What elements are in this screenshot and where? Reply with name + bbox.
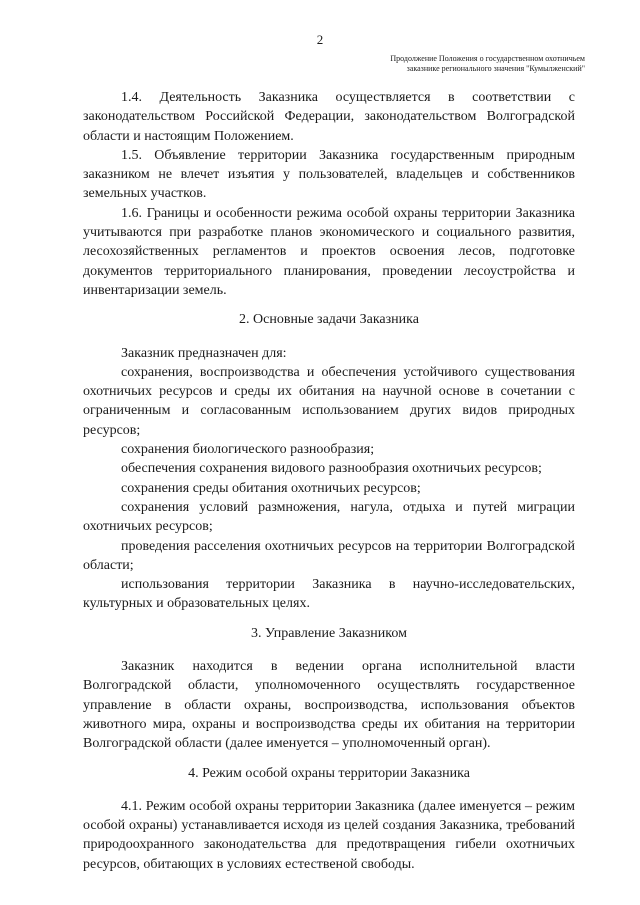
spacer <box>83 614 575 624</box>
page-number: 2 <box>316 32 324 47</box>
spacer <box>83 643 575 657</box>
spacer <box>83 783 575 797</box>
spacer <box>83 330 575 344</box>
paragraph-4-1: 4.1. Режим особой охраны территории Заказника (далее именуется – режим особой охраны) устанавливается исходя из целей создания Заказника, требований природоохранного законодательства для предотвращения гибели охотничьих ресурсов, обитающих в условиях естественой свободы. <box>83 798 575 872</box>
list-item: использования территории Заказника в научно-исследовательских, культурных и образовательных целях. <box>83 577 575 612</box>
list-item: обеспечения сохранения видового разнообразия охотничьих ресурсов; <box>121 461 542 477</box>
section-2-intro: Заказник предназначен для: <box>121 345 287 361</box>
paragraph-1-5: 1.5. Объявление территории Заказника государственным природным заказником не влечет изъятия у пользователей, владельцев и собственников земельных участков. <box>83 147 575 202</box>
paragraph-1-4: 1.4. Деятельность Заказника осуществляется в соответствии с законодательством Российской Федерации, законодательством Волгоградской области и настоящим Положением. <box>83 90 575 144</box>
list-item: сохранения биологического разнообразия; <box>121 442 375 458</box>
running-header <box>355 54 585 74</box>
section-3-text: Заказник находится в ведении органа исполнительной власти Волгоградской области, уполномоченного осуществлять государственное управление в области охраны, воспроизводства, использования объектов животного мира, охраны и воспроизводства среды их обитания на территории Волгоградской области (далее именуется – уполномоченный орган). <box>83 659 575 752</box>
section-4-heading: 4. Режим особой охраны территории Заказника <box>188 765 470 781</box>
document-body <box>83 88 575 874</box>
spacer <box>83 754 575 764</box>
list-item: сохранения условий размножения, нагула, отдыха и путей миграции охотничьих ресурсов; <box>83 499 575 535</box>
running-header-line-2: заказнике регионального значения "Кумылженский" <box>406 64 585 73</box>
list-item: проведения расселения охотничьих ресурсов на территории Волгоградской области; <box>83 538 575 573</box>
section-3-heading: 3. Управление Заказником <box>251 625 407 641</box>
paragraph-1-6: 1.6. Границы и особенности режима особой охраны территории Заказника учитываются при разработке планов экономического и социального развития, лесохозяйственных регламентов и проектов освоения лесов, подготовке документов территориального планирования, проведении лесоустройства и инвентаризации земель. <box>83 205 575 298</box>
running-header-line-1: Продолжение Положения о государственном охотничьем <box>390 54 585 63</box>
spacer <box>83 300 575 310</box>
list-item: сохранения, воспроизводства и обеспечения устойчивого существования охотничьих ресурсов и среды их обитания на научной основе в сочетании с ограниченным и согласованным использованием других видов природных ресурсов; <box>83 364 575 438</box>
list-item: сохранения среды обитания охотничьих ресурсов; <box>121 480 421 496</box>
section-2-heading: 2. Основные задачи Заказника <box>239 312 419 328</box>
